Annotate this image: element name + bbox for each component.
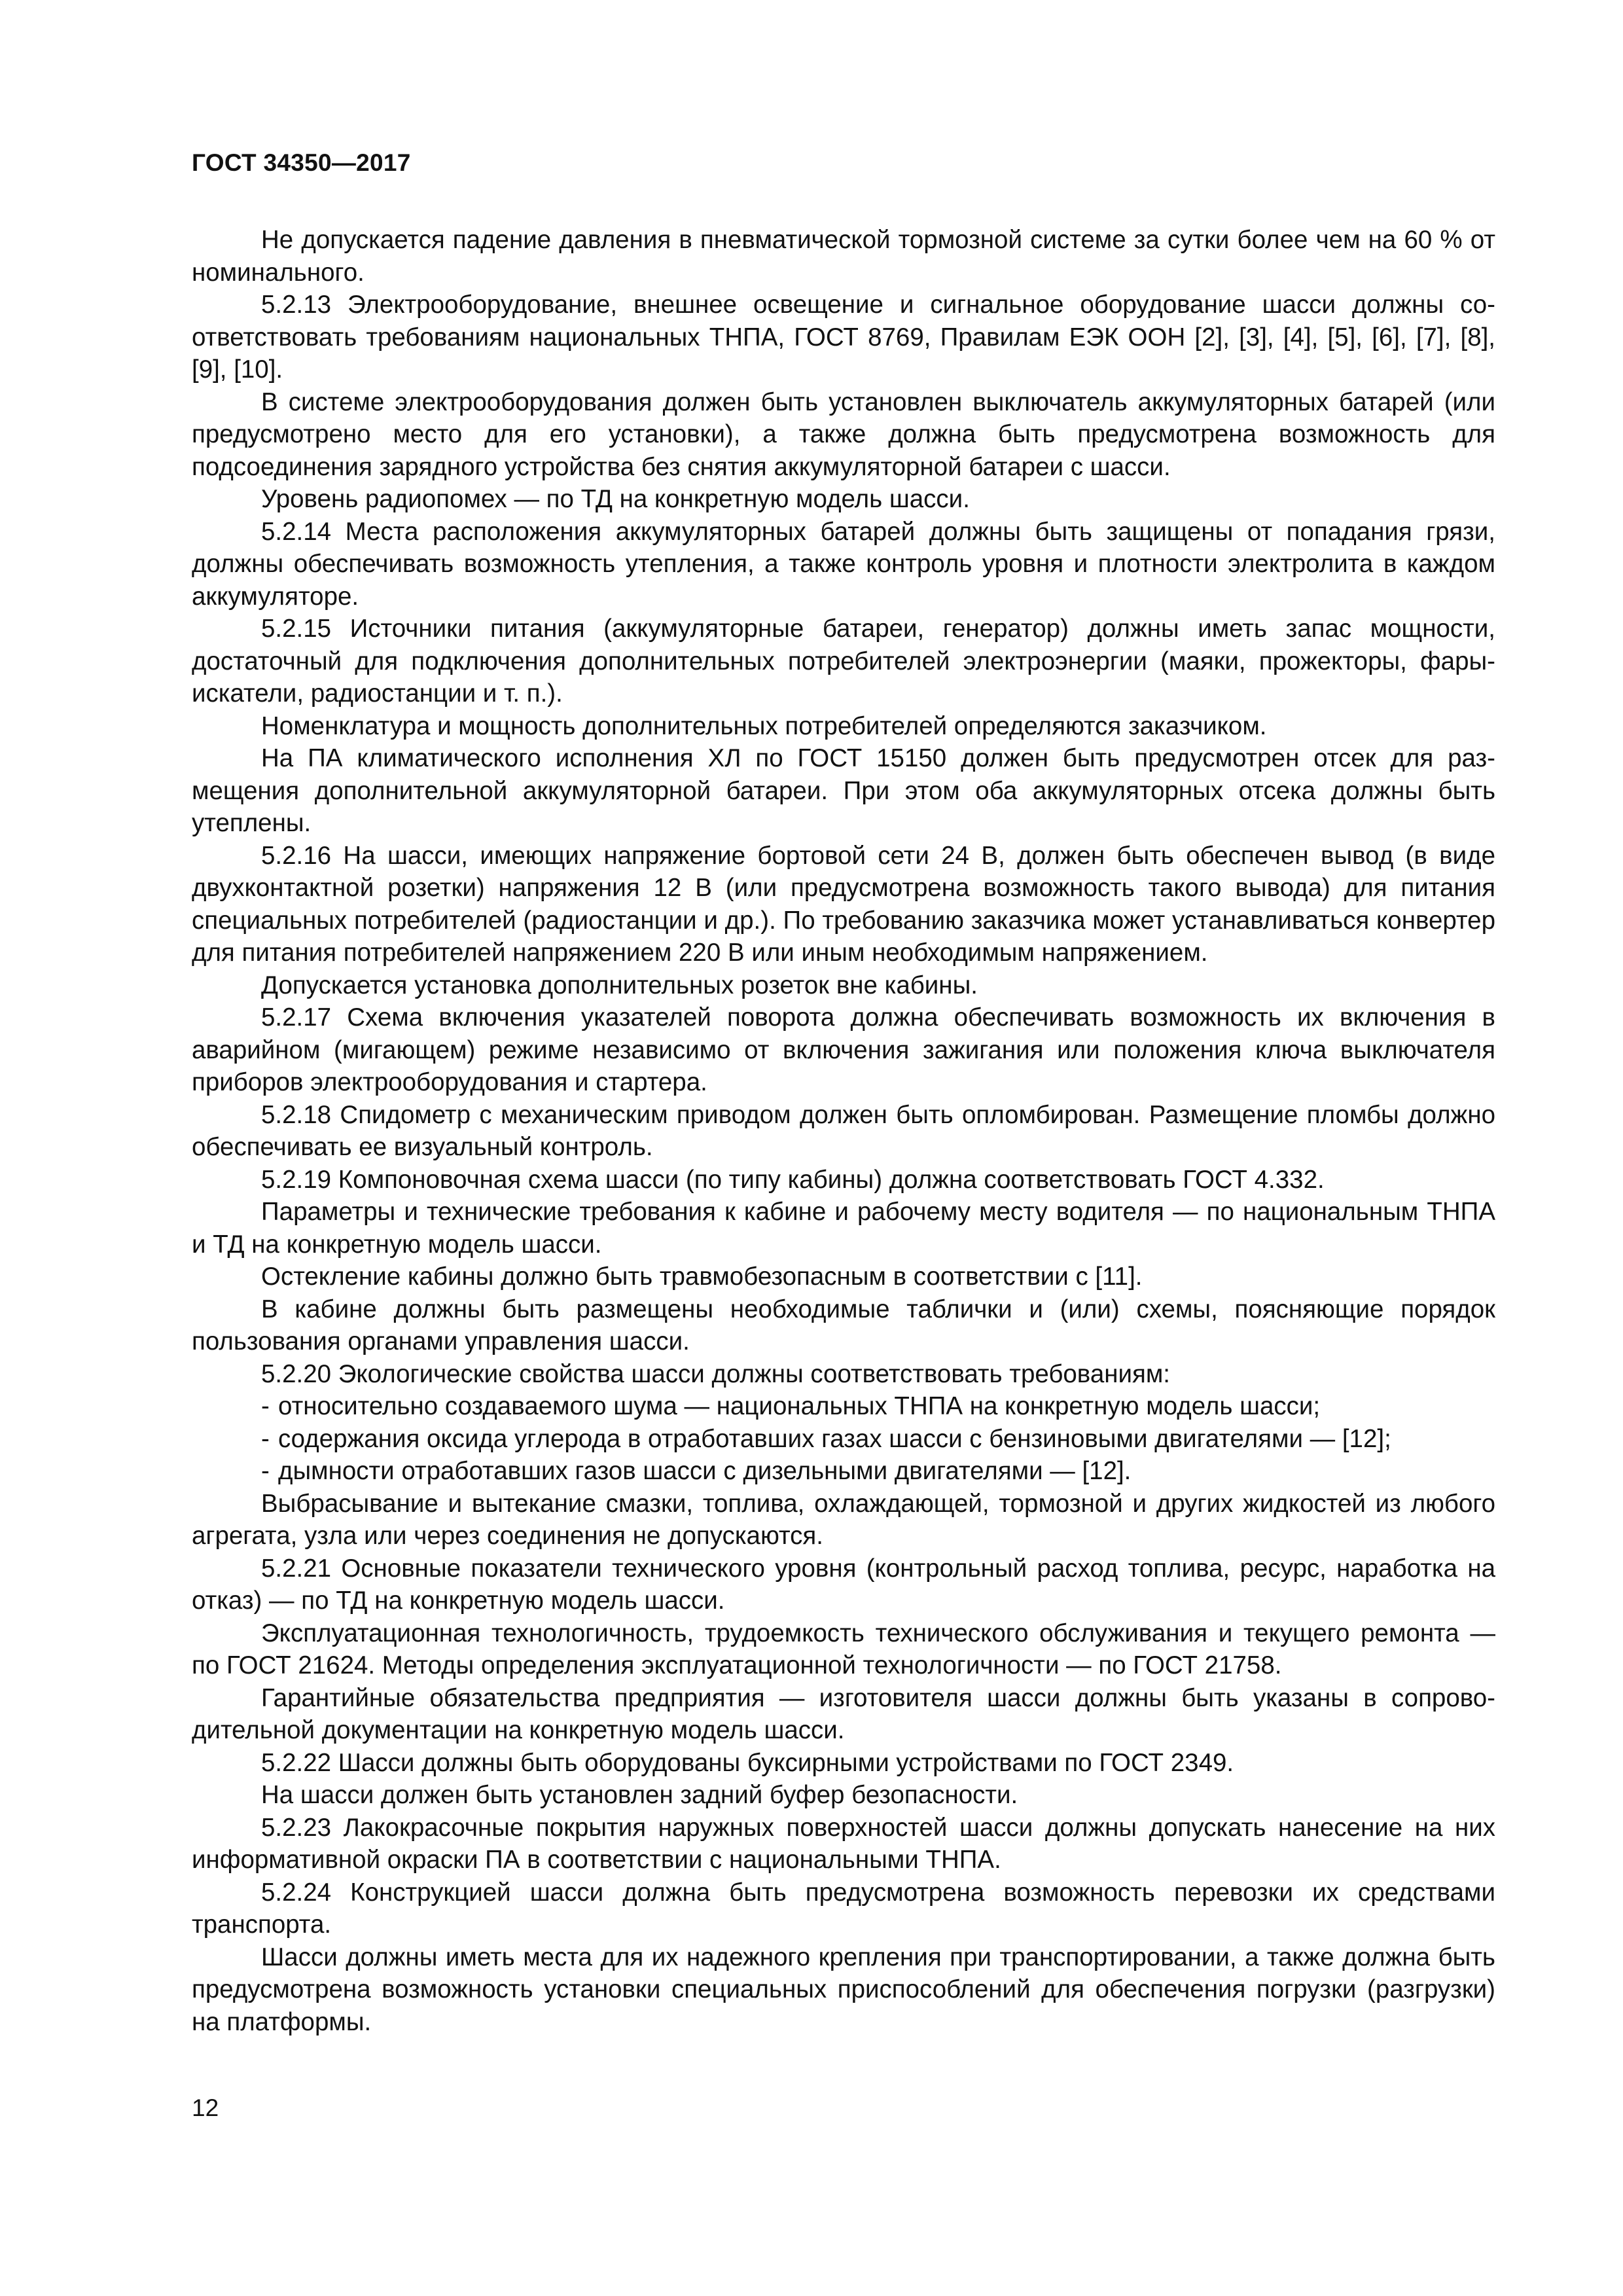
paragraph: 5.2.21 Основные показатели технического уровня (контрольный расход топлива, ресурс, наработка на отказ) — по ТД на конкретную модель шасси. (192, 1554, 1495, 1615)
list-dash: - (261, 1457, 270, 1485)
paragraph: 5.2.14 Места расположения аккумуляторных батарей должны быть защищены от попадания грязи, должны обеспечивать возможность утепления, а также контроль уровня и плотности электролита в каждом аккумуляторе. (192, 517, 1495, 611)
page-number: 12 (192, 2094, 219, 2121)
list-dash: - (261, 1424, 270, 1453)
paragraph: Выбрасывание и вытекание смазки, топлива, охлаждающей, тормозной и других жидкостей из любого агрегата, узла или через соединения не допускаются. (192, 1489, 1495, 1550)
paragraph: Остекление кабины должно быть травмобезопасным в соответствии с [11]. (261, 1263, 1143, 1291)
document-body (192, 224, 1495, 2038)
list-item (192, 1390, 1495, 1423)
paragraph: 5.2.18 Спидометр с механическим приводом должен быть опломбирован. Размещение пломбы должно обеспечивать ее визуальный контроль. (192, 1100, 1495, 1161)
paragraph: В системе электрооборудования должен быть установлен выключатель аккумуляторных батарей (или предусмотрено место для его установки), а также должна быть предусмотрена возможность для подсоединения зарядного устройства без снятия аккумуляторной батареи с шасси. (192, 387, 1495, 481)
paragraph: 5.2.17 Схема включения указателей поворота должна обеспечивать возможность их включения в аварийном (мигающем) режиме независимо от включения зажигания или положения ключа выключателя приборов электрооборудования и стартера. (192, 1003, 1495, 1096)
paragraph: 5.2.20 Экологические свойства шасси должны соответствовать требованиям: (261, 1359, 1171, 1388)
paragraph: 5.2.19 Компоновочная схема шасси (по типу кабины) должна соответствовать ГОСТ 4.332. (261, 1165, 1325, 1194)
document-header: ГОСТ 34350—2017 (192, 149, 411, 176)
paragraph: 5.2.23 Лакокрасочные покрытия наружных поверхностей шасси должны допускать нанесение на них информативной окраски ПА в соответствии с национальными ТНПА. (192, 1813, 1495, 1874)
paragraph: Параметры и технические требования к кабине и рабочему месту водителя — по национальным ТНПА и ТД на конкретную модель шасси. (192, 1198, 1495, 1259)
paragraph: Гарантийные обязательства предприятия — изготовителя шасси должны быть указаны в сопроводительной документации на конкретную модель шасси. (192, 1683, 1495, 1744)
list-item-text: дымности отработавших газов шасси с дизельными двигателями — [12]. (278, 1457, 1132, 1485)
paragraph: Не допускается падение давления в пневматической тормозной системе за сутки более чем на 60 % от номинального. (192, 226, 1495, 287)
paragraph: Шасси должны иметь места для их надежного крепления при транспортировании, а также должна быть предусмотрена возможность установки специальных приспособлений для обеспечения погрузки (разгрузки) на платформы. (192, 1943, 1495, 2036)
paragraph: Номенклатура и мощность дополнительных потребителей определяются заказчиком. (261, 711, 1267, 740)
paragraph: На ПА климатического исполнения ХЛ по ГОСТ 15150 должен быть предусмотрен отсек для размещения дополнительной аккумуляторной батареи. При этом оба аккумуляторных отсека должны быть утеплены. (192, 744, 1495, 837)
paragraph: 5.2.24 Конструкцией шасси должна быть предусмотрена возможность перевозки их средствами транспорта. (192, 1878, 1495, 1939)
paragraph: На шасси должен быть установлен задний буфер безопасности. (261, 1781, 1018, 1809)
paragraph: 5.2.22 Шасси должны быть оборудованы буксирными устройствами по ГОСТ 2349. (261, 1748, 1234, 1777)
list-item-text: содержания оксида углерода в отработавших газах шасси с бензиновыми двигателями — [12]; (278, 1424, 1391, 1453)
list-item (192, 1455, 1495, 1488)
list-item-text: относительно создаваемого шума — национальных ТНПА на конкретную модель шасси; (278, 1392, 1321, 1420)
paragraph: 5.2.16 На шасси, имеющих напряжение бортовой сети 24 В, должен быть обеспечен вывод (в виде двухконтактной розетки) напряжения 12 В (или предусмотрена возможность такого вывода) для питания специальных потребителей (радиостанции и др.). По требованию заказчика может устанавливаться конвертер для питания потребителей напряжением 220 В или иным необходимым напряжением. (192, 841, 1495, 967)
paragraph: Эксплуатационная технологичность, трудоемкость технического обслуживания и текущего ремонта — по ГОСТ 21624. Методы определения эксплуатационной технологичности — по ГОСТ 21758. (192, 1619, 1495, 1679)
list-dash: - (261, 1392, 270, 1420)
paragraph: 5.2.15 Источники питания (аккумуляторные батареи, генератор) должны иметь запас мощности, достаточный для подключения дополнительных потребителей электроэнергии (маяки, прожекторы, фары-искатели, радиостанции и т. п.). (192, 615, 1495, 708)
paragraph: 5.2.13 Электрооборудование, внешнее освещение и сигнальное оборудование шасси должны соответствовать требованиям национальных ТНПА, ГОСТ 8769, Правилам ЕЭК ООН [2], [3], [4], [5], [6], [7], [8], [9], [10]. (192, 291, 1495, 384)
paragraph: Уровень радиопомех — по ТД на конкретную модель шасси. (261, 485, 970, 513)
list-item (192, 1423, 1495, 1456)
paragraph: Допускается установка дополнительных розеток вне кабины. (261, 971, 978, 999)
paragraph: В кабине должны быть размещены необходимые таблички и (или) схемы, поясняющие порядок пользования органами управления шасси. (192, 1295, 1495, 1355)
